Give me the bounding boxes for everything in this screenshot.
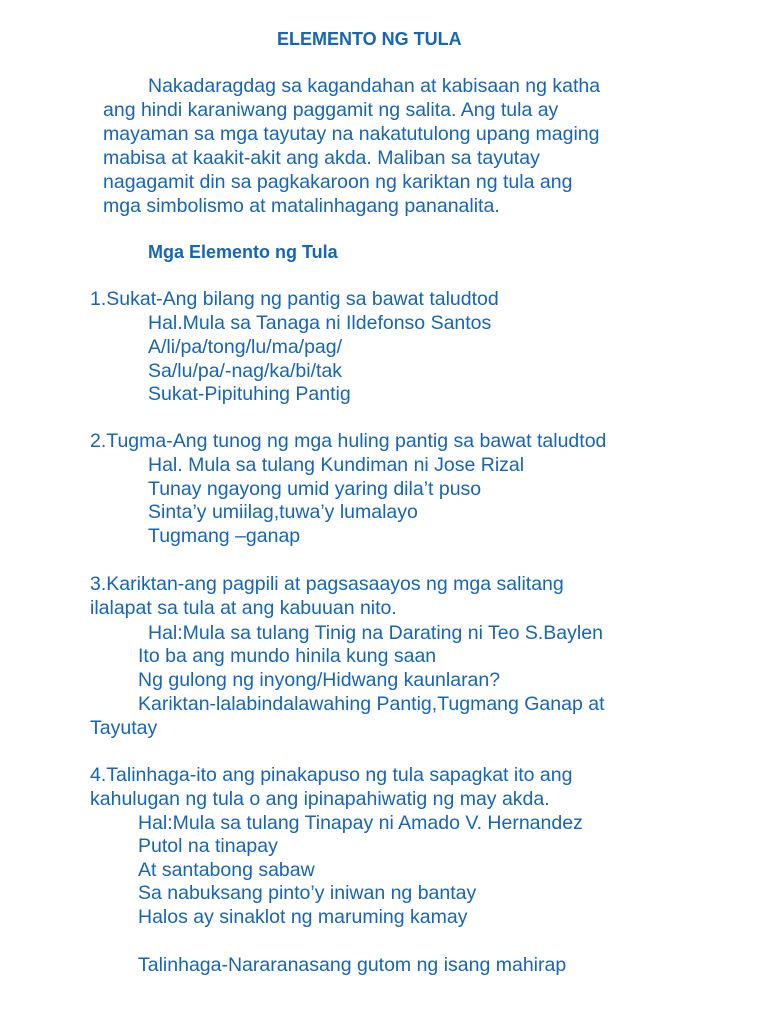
example-source: Hal:Mula sa tulang Tinapay ni Amado V. Hernandez xyxy=(138,812,583,834)
section-result: Tugmang –ganap xyxy=(148,525,301,547)
poem-line: At santabong sabaw xyxy=(138,859,315,881)
section-result: Tayutay xyxy=(90,717,158,739)
section-result: Talinhaga-Nararanasang gutom ng isang mahirap xyxy=(138,954,567,976)
example-source: Hal:Mula sa tulang Tinig na Darating ni Teo S.Baylen xyxy=(148,622,603,644)
section-heading: 4.Talinhaga-ito ang pinakapuso ng tula sapagkat ito ang xyxy=(90,764,573,786)
section-subtitle: Mga Elemento ng Tula xyxy=(148,242,338,262)
poem-line: Tunay ngayong umid yaring dila’t puso xyxy=(148,478,482,500)
poem-line: Halos ay sinaklot ng maruming kamay xyxy=(138,906,468,928)
section-result: Kariktan-lalabindalawahing Pantig,Tugmang Ganap at xyxy=(138,693,605,715)
section-result: Sukat-Pipituhing Pantig xyxy=(148,383,351,405)
intro-line: nagagamit din sa pagkakaroon ng kariktan ng tula ang xyxy=(103,171,573,193)
poem-line: Ito ba ang mundo hinila kung saan xyxy=(138,645,437,667)
poem-line: Sa nabuksang pinto’y iniwan ng bantay xyxy=(138,882,477,904)
document-title: ELEMENTO NG TULA xyxy=(277,29,462,49)
intro-line: mga simbolismo at matalinhagang pananalita. xyxy=(103,195,500,217)
section-heading: 3.Kariktan-ang pagpili at pagsasaayos ng mga salitang xyxy=(90,573,564,595)
intro-line: ang hindi karaniwang paggamit ng salita. Ang tula ay xyxy=(103,99,559,121)
poem-line: Ng gulong ng inyong/Hidwang kaunlaran? xyxy=(138,669,501,691)
section-heading: kahulugan ng tula o ang ipinapahiwatig ng may akda. xyxy=(90,788,550,810)
intro-line: Nakadaragdag sa kagandahan at kabisaan ng katha xyxy=(148,75,601,97)
example-source: Hal.Mula sa Tanaga ni Ildefonso Santos xyxy=(148,312,492,334)
poem-line: Putol na tinapay xyxy=(138,835,278,857)
poem-line: Sa/lu/pa/-nag/ka/bi/tak xyxy=(148,360,343,382)
example-source: Hal. Mula sa tulang Kundiman ni Jose Rizal xyxy=(148,454,525,476)
section-heading: 1.Sukat-Ang bilang ng pantig sa bawat taludtod xyxy=(90,288,499,310)
intro-line: mabisa at kaakit-akit ang akda. Maliban sa tayutay xyxy=(103,147,540,169)
intro-line: mayaman sa mga tayutay na nakatutulong upang maging xyxy=(103,123,600,145)
section-heading: 2.Tugma-Ang tunog ng mga huling pantig sa bawat taludtod xyxy=(90,430,607,452)
poem-line: Sinta’y umiilag,tuwa’y lumalayo xyxy=(148,501,418,523)
poem-line: A/li/pa/tong/lu/ma/pag/ xyxy=(148,336,343,358)
section-heading: ilalapat sa tula at ang kabuuan nito. xyxy=(90,597,397,619)
